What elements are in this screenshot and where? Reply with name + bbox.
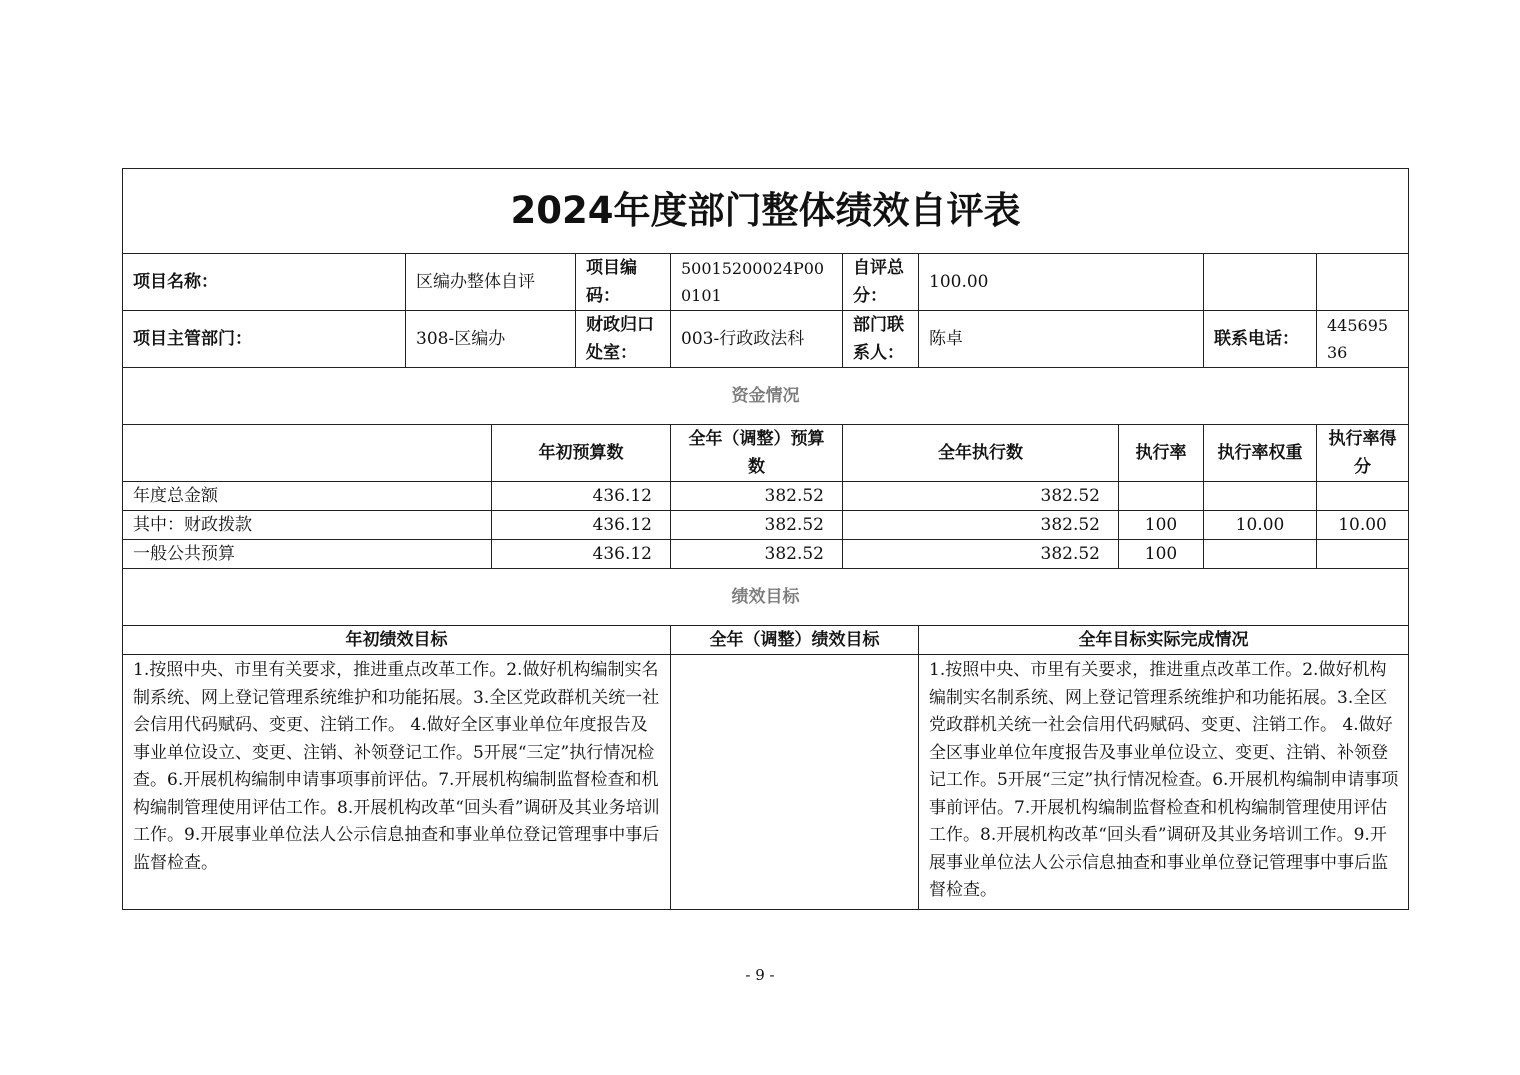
funds-row-executed: 382.52 (843, 482, 1119, 511)
empty-cell (1317, 254, 1409, 311)
initial-goals-text: 1.按照中央、市里有关要求，推进重点改革工作。2.做好机构编制实名制系统、网上登记管理系统维护和功能拓展。3.全区党政群机关统一社会信用代码赋码、变更、注销工作。 4.做好全区事业单位年度报告及事业单位设立、变更、注销、补领登记工作。5开展“三定”执行情况检查。6.开展机构编制申请事项事前评估。7.开展机构编制监督检查和机构编制管理使用评估工作。8.开展机构改革“回头看”调研及其业务培训工作。9.开展事业单位法人公示信息抽查和事业单位登记管理事中事后监督检查。 (123, 655, 671, 910)
rate-score-header: 执行率得分 (1317, 425, 1409, 482)
weight-header: 执行率权重 (1204, 425, 1317, 482)
funds-section-title: 资金情况 (123, 368, 1409, 425)
funds-row-weight: 10.00 (1204, 511, 1317, 540)
funds-row-rate: 100 (1119, 511, 1204, 540)
executed-header: 全年执行数 (843, 425, 1119, 482)
page-title: 2024年度部门整体绩效自评表 (123, 169, 1409, 254)
score-label: 自评总分： (843, 254, 919, 311)
funds-row-weight (1204, 540, 1317, 569)
funds-row-score (1317, 482, 1409, 511)
funds-row-initial: 436.12 (492, 482, 671, 511)
funds-row-weight (1204, 482, 1317, 511)
goals-section-title: 绩效目标 (123, 569, 1409, 626)
actual-goals-header: 全年目标实际完成情况 (919, 626, 1409, 655)
funds-row-adjusted: 382.52 (671, 511, 843, 540)
project-code-value: 50015200024P000101 (671, 254, 843, 311)
contact-value: 陈卓 (919, 311, 1204, 368)
funds-row-score: 10.00 (1317, 511, 1409, 540)
score-value: 100.00 (919, 254, 1204, 311)
actual-goals-text: 1.按照中央、市里有关要求，推进重点改革工作。2.做好机构编制实名制系统、网上登记管理系统维护和功能拓展。3.全区党政群机关统一社会信用代码赋码、变更、注销工作。 4.做好全区事业单位年度报告及事业单位设立、变更、注销、补领登记工作。5开展“三定”执行情况检查。6.开展机构编制申请事项事前评估。7.开展机构编制监督检查和机构编制管理使用评估工作。8.开展机构改革“回头看”调研及其业务培训工作。9.开展事业单位法人公示信息抽查和事业单位登记管理事中事后监督检查。 (919, 655, 1409, 910)
phone-value: 44569536 (1317, 311, 1409, 368)
funds-row-executed: 382.52 (843, 511, 1119, 540)
funds-row-score (1317, 540, 1409, 569)
adjusted-goals-header: 全年（调整）绩效目标 (671, 626, 919, 655)
page-number: - 9 - (745, 966, 775, 984)
funds-row-adjusted: 382.52 (671, 540, 843, 569)
performance-table (122, 168, 1409, 910)
initial-budget-header: 年初预算数 (492, 425, 671, 482)
adjusted-budget-header: 全年（调整）预算数 (671, 425, 843, 482)
initial-goals-header: 年初绩效目标 (123, 626, 671, 655)
adjusted-goals-text (671, 655, 919, 910)
funds-row-executed: 382.52 (843, 540, 1119, 569)
phone-label: 联系电话： (1204, 311, 1317, 368)
rate-header: 执行率 (1119, 425, 1204, 482)
finance-office-label: 财政归口处室： (576, 311, 671, 368)
funds-row-initial: 436.12 (492, 540, 671, 569)
finance-office-value: 003-行政政法科 (671, 311, 843, 368)
funds-row-initial: 436.12 (492, 511, 671, 540)
empty-cell (1204, 254, 1317, 311)
funds-row-rate (1119, 482, 1204, 511)
project-name-label: 项目名称： (123, 254, 406, 311)
project-name-value: 区编办整体自评 (406, 254, 576, 311)
project-code-label: 项目编码： (576, 254, 671, 311)
funds-row-label: 一般公共预算 (123, 540, 492, 569)
dept-label: 项目主管部门： (123, 311, 406, 368)
funds-row-rate: 100 (1119, 540, 1204, 569)
dept-value: 308-区编办 (406, 311, 576, 368)
funds-row-label: 年度总金额 (123, 482, 492, 511)
funds-row-adjusted: 382.52 (671, 482, 843, 511)
funds-row-label: 其中：财政拨款 (123, 511, 492, 540)
contact-label: 部门联系人： (843, 311, 919, 368)
funds-header-blank (123, 425, 492, 482)
